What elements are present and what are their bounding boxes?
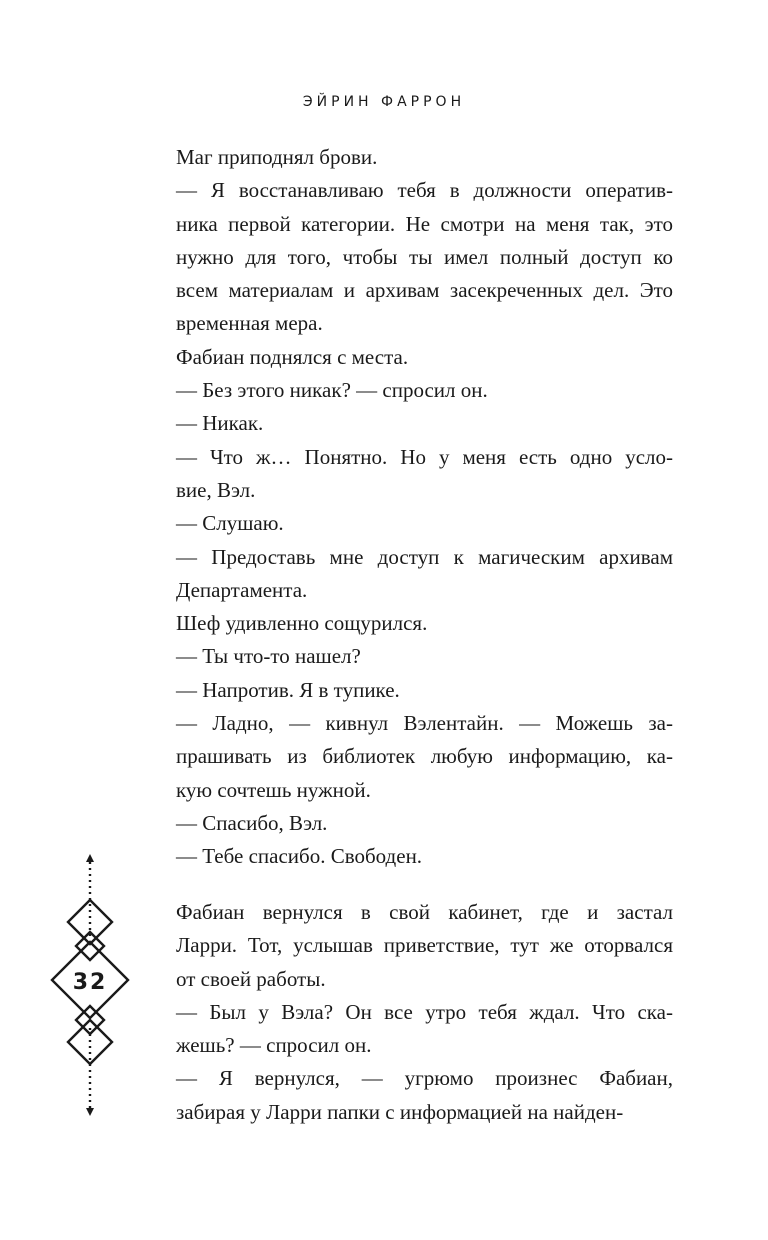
- text-line: Фабиан вернулся в свой кабинет, где и застал: [176, 900, 673, 924]
- text-line: Ларри. Тот, услышав приветствие, тут же оторвался: [176, 933, 673, 958]
- text-line: Маг приподнял брови.: [176, 145, 378, 169]
- text-line: — Предоставь мне доступ к магическим архивам: [176, 544, 673, 569]
- text-line: Департамента.: [176, 577, 308, 602]
- page-number: 32: [72, 970, 108, 995]
- paragraph: [176, 640, 673, 673]
- lower-ornament-icon: [40, 1000, 140, 1150]
- text-line: кую сочтешь нужной.: [176, 777, 371, 802]
- text-line: — Никак.: [176, 411, 264, 436]
- paragraph: [176, 996, 673, 1063]
- paragraph: [176, 141, 673, 174]
- text-line: — Был у Вэла? Он все утро тебя ждал. Что ска-: [176, 999, 673, 1024]
- paragraph: [176, 607, 673, 640]
- paragraph: [176, 807, 673, 840]
- paragraph: [176, 840, 673, 873]
- text-line: всем материалам и архивам засекреченных дел. Это: [176, 278, 673, 303]
- text-line: жешь? — спросил он.: [176, 1033, 372, 1058]
- paragraph: [176, 341, 673, 374]
- text-line: — Я вернулся, — угрюмо произнес Фабиан,: [176, 1066, 673, 1091]
- text-line: вие, Вэл.: [176, 477, 256, 502]
- text-line: — Без этого никак? — спросил он.: [176, 378, 488, 403]
- text-line: — Что ж… Понятно. Но у меня есть одно усло-: [176, 444, 673, 469]
- paragraph: [176, 896, 673, 996]
- text-line: Фабиан поднялся с места.: [176, 344, 409, 369]
- text-line: нужно для того, чтобы ты имел полный доступ ко: [176, 244, 673, 269]
- text-line: — Спасибо, Вэл.: [176, 810, 328, 835]
- paragraph: [176, 707, 673, 807]
- body-text-section-2: [176, 896, 673, 1129]
- paragraph: [176, 674, 673, 707]
- paragraph: [176, 407, 673, 440]
- text-line: — Напротив. Я в тупике.: [176, 677, 400, 702]
- text-line: от своей работы.: [176, 966, 326, 991]
- text-line: забирая у Ларри папки с информацией на найден-: [176, 1099, 624, 1124]
- text-line: — Ладно, — кивнул Вэлентайн. — Можешь за-: [176, 711, 673, 736]
- running-head-author: ЭЙРИН ФАРРОН: [302, 94, 466, 110]
- body-text-section-1: [176, 141, 673, 874]
- text-line: прашивать из библиотек любую информацию, ка-: [176, 744, 673, 769]
- paragraph: [176, 374, 673, 407]
- paragraph: [176, 441, 673, 508]
- text-line: — Я восстанавливаю тебя в должности оператив-: [176, 178, 673, 203]
- paragraph: [176, 507, 673, 540]
- paragraph: [176, 541, 673, 608]
- text-line: ника первой категории. Не смотри на меня так, это: [176, 211, 673, 236]
- text-line: — Ты что-то нашел?: [176, 644, 361, 669]
- text-line: временная мера.: [176, 311, 323, 336]
- text-line: — Слушаю.: [176, 511, 284, 536]
- text-line: — Тебе спасибо. Свободен.: [176, 844, 423, 869]
- paragraph: [176, 174, 673, 340]
- text-line: Шеф удивленно сощурился.: [176, 611, 428, 636]
- paragraph: [176, 1062, 673, 1129]
